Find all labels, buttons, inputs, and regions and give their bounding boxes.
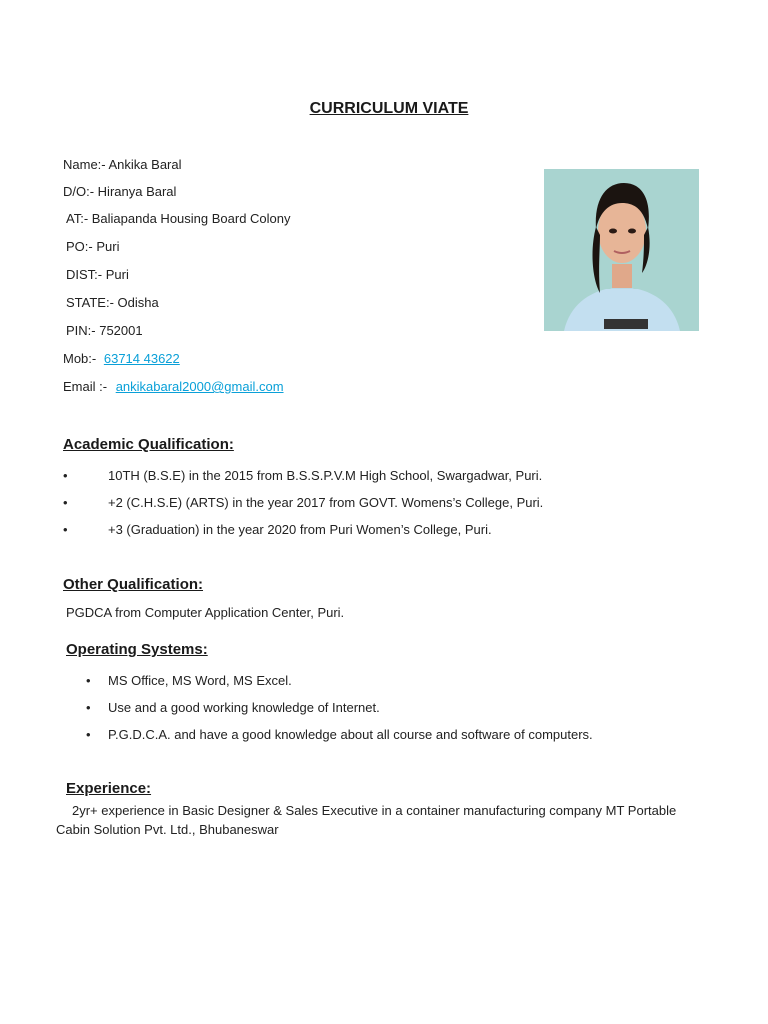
profile-photo-illustration: [544, 169, 699, 331]
address-at-line: AT:- Baliapanda Housing Board Colony: [66, 211, 291, 226]
mobile-line: [63, 351, 180, 366]
bullet-icon: •: [63, 522, 68, 537]
email-line: [63, 379, 284, 394]
email-label: Email :-: [63, 379, 108, 394]
os-item: Use and a good working knowledge of Internet.: [108, 700, 380, 715]
academic-item: +2 (C.H.S.E) (ARTS) in the year 2017 from GOVT. Womens’s College, Puri.: [108, 495, 544, 510]
bullet-icon: •: [63, 468, 68, 483]
academic-item: +3 (Graduation) in the year 2020 from Puri Women’s College, Puri.: [108, 522, 492, 537]
bullet-icon: •: [86, 673, 91, 688]
mobile-link[interactable]: 63714 43622: [103, 351, 180, 366]
bullet-icon: •: [86, 700, 91, 715]
os-item: P.G.D.C.A. and have a good knowledge about all course and software of computers.: [108, 727, 593, 742]
name-line: Name:- Ankika Baral: [63, 157, 182, 172]
experience-heading: Experience:: [66, 780, 152, 797]
document-title: CURRICULUM VIATE: [309, 100, 469, 117]
email-link[interactable]: ankikabaral2000@gmail.com: [115, 379, 284, 394]
experience-text-line-1: 2yr+ experience in Basic Designer & Sales Executive in a container manufacturing company MT Portable: [72, 803, 677, 818]
address-po-line: PO:- Puri: [66, 239, 120, 254]
other-qualification-heading: Other Qualification:: [63, 576, 204, 593]
address-dist-line: DIST:- Puri: [66, 267, 129, 282]
parent-line: D/O:- Hiranya Baral: [63, 184, 177, 199]
address-pin-line: PIN:- 752001: [66, 323, 143, 338]
experience-text-line-2: Cabin Solution Pvt. Ltd., Bhubaneswar: [56, 822, 279, 837]
mobile-label: Mob:-: [63, 351, 97, 366]
profile-photo: [544, 169, 699, 331]
academic-item: 10TH (B.S.E) in the 2015 from B.S.S.P.V.M High School, Swargadwar, Puri.: [108, 468, 543, 483]
bullet-icon: •: [63, 495, 68, 510]
os-item: MS Office, MS Word, MS Excel.: [108, 673, 292, 688]
address-state-line: STATE:- Odisha: [66, 295, 159, 310]
other-qualification-text: PGDCA from Computer Application Center, Puri.: [66, 605, 345, 620]
bullet-icon: •: [86, 727, 91, 742]
operating-systems-heading: Operating Systems:: [66, 641, 208, 658]
academic-heading: Academic Qualification:: [63, 436, 234, 453]
